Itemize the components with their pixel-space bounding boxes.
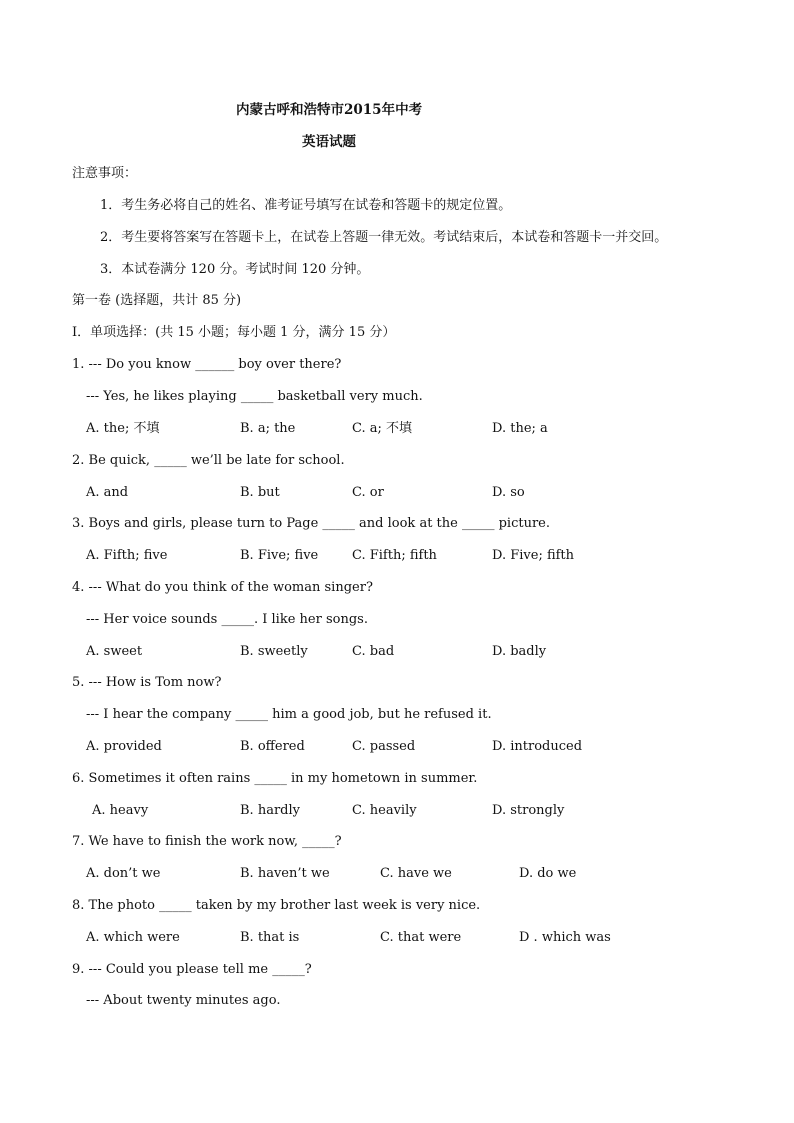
option-b: B. offered xyxy=(240,739,305,754)
option-b: B. sweetly xyxy=(240,644,308,659)
option-c: C. have we xyxy=(380,866,452,881)
question-text: 3. Boys and girls, please turn to Page _____ and look at the _____ picture. xyxy=(72,516,550,531)
option-a: A. Fifth; five xyxy=(86,548,168,563)
option-d: D. the; a xyxy=(492,421,548,436)
option-d: D. Five; fifth xyxy=(492,548,575,563)
option-a: A. which were xyxy=(86,930,180,945)
exam-title: 内蒙古呼和浩特市2015年中考 xyxy=(236,102,423,118)
question-text: 4. --- What do you think of the woman singer? xyxy=(72,580,373,595)
question-text: --- About twenty minutes ago. xyxy=(86,993,281,1008)
option-c: C. Fifth; fifth xyxy=(352,548,437,563)
option-c: C. or xyxy=(352,485,384,500)
option-c: C. passed xyxy=(352,739,416,754)
question-text: 8. The photo _____ taken by my brother last week is very nice. xyxy=(72,898,481,913)
notice-heading: 注意事项： xyxy=(72,166,138,181)
option-b: B. but xyxy=(240,485,280,500)
section-heading: I．单项选择：(共 15 小题；每小题 1 分，满分 15 分） xyxy=(72,325,396,340)
option-b: B. that is xyxy=(240,930,300,945)
option-a: A. provided xyxy=(86,739,162,754)
option-a: A. heavy xyxy=(92,803,149,818)
notice-item: 3．本试卷满分 120 分。考试时间 120 分钟。 xyxy=(100,262,370,277)
question-text: 1. --- Do you know ______ boy over there? xyxy=(72,357,342,372)
option-c: C. heavily xyxy=(352,803,417,818)
question-text: 6. Sometimes it often rains _____ in my hometown in summer. xyxy=(72,771,478,786)
option-c: C. a; 不填 xyxy=(352,421,413,436)
option-c: C. bad xyxy=(352,644,395,659)
option-a: A. and xyxy=(86,485,129,500)
question-text: --- I hear the company _____ him a good job, but he refused it. xyxy=(86,707,492,722)
option-d: D. so xyxy=(492,485,525,500)
option-a: A. sweet xyxy=(86,644,143,659)
exam-subtitle: 英语试题 xyxy=(302,134,356,150)
notice-item: 1．考生务必将自己的姓名、准考证号填写在试卷和答题卡的规定位置。 xyxy=(100,198,512,213)
option-a: A. don’t we xyxy=(86,866,161,881)
question-text: 9. --- Could you please tell me _____? xyxy=(72,962,312,977)
question-text: 2. Be quick, _____ we’ll be late for school. xyxy=(72,453,345,468)
option-d: D. introduced xyxy=(492,739,583,754)
option-d: D. strongly xyxy=(492,803,565,818)
option-b: B. haven’t we xyxy=(240,866,330,881)
part-heading: 第一卷 (选择题，共计 85 分) xyxy=(72,293,242,308)
question-text: --- Yes, he likes playing _____ basketball very much. xyxy=(86,389,423,404)
option-b: B. hardly xyxy=(240,803,300,818)
question-text: --- Her voice sounds _____. I like her songs. xyxy=(86,612,368,627)
option-a: A. the; 不填 xyxy=(86,421,160,436)
question-text: 5. --- How is Tom now? xyxy=(72,675,222,690)
option-d: D . which was xyxy=(519,930,611,945)
notice-item: 2．考生要将答案写在答题卡上，在试卷上答题一律无效。考试结束后，本试卷和答题卡一并交回。 xyxy=(100,230,668,245)
option-b: B. Five; five xyxy=(240,548,319,563)
question-text: 7. We have to finish the work now, _____? xyxy=(72,834,342,849)
option-b: B. a; the xyxy=(240,421,296,436)
option-d: D. badly xyxy=(492,644,547,659)
option-d: D. do we xyxy=(519,866,577,881)
option-c: C. that were xyxy=(380,930,462,945)
